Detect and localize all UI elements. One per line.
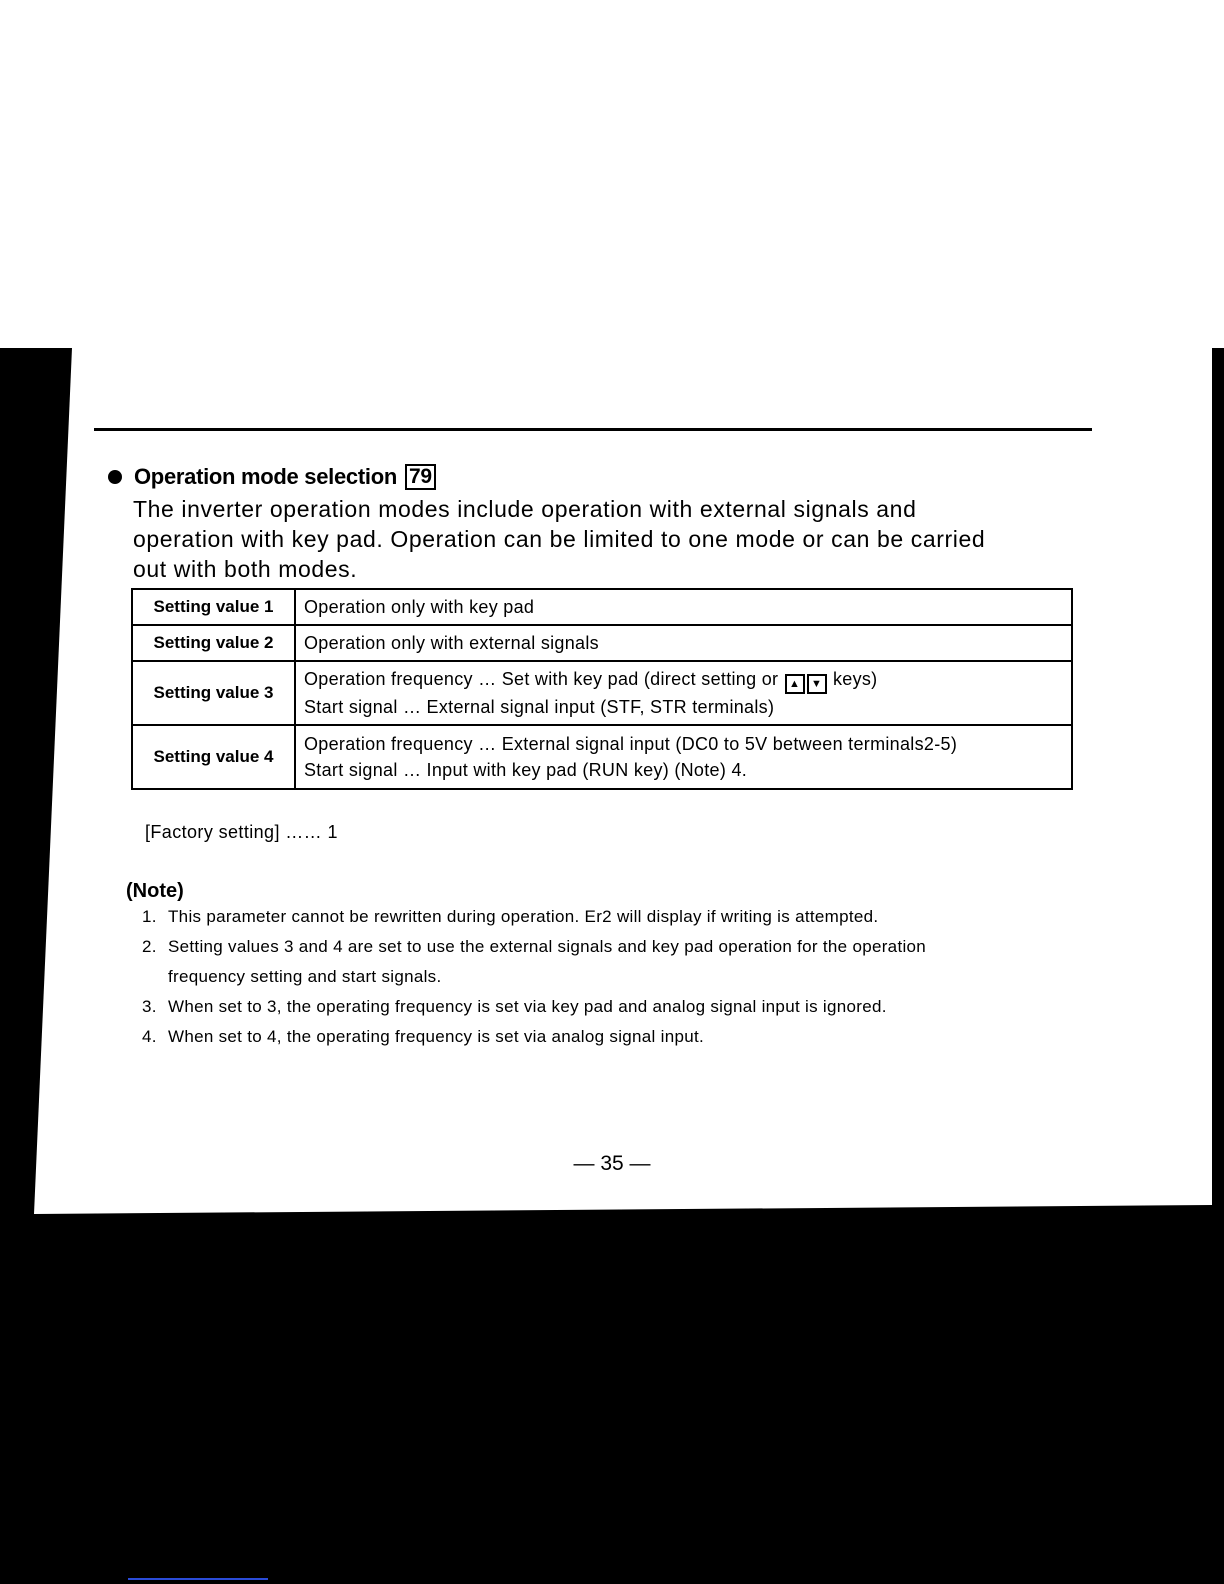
setting-description [295,661,1072,725]
bullet-icon [108,470,122,484]
setting-description-line [304,666,1063,694]
intro-paragraph: The inverter operation modes include operation with external signals and operation with key pad. Operation can be limited to one mode or can be carried out with both modes. [133,496,986,582]
setting-description: Operation only with key pad [295,589,1072,625]
scan-border-right [1212,348,1224,1205]
setting-description-line: Start signal … Input with key pad (RUN key) (Note) 4. [304,760,748,780]
setting-description-line: Operation frequency … External signal input (DC0 to 5V between terminals2-5) [304,734,958,754]
up-arrow-key-icon: ▲ [785,674,805,694]
page-number: — 35 — [573,1152,651,1175]
setting-label: Setting value 4 [132,725,295,789]
top-rule [94,428,1092,431]
table-row [132,725,1072,789]
factory-setting: [Factory setting] …… 1 [145,822,338,842]
note-text: Setting values 3 and 4 are set to use the external signals and key pad operation for the operation frequency setting and start signals. [168,937,927,986]
table-row [132,661,1072,725]
setting-description-line: Start signal … External signal input (STF, STR terminals) [304,697,775,717]
note-number: 4. [142,1027,157,1046]
note-number: 3. [142,997,157,1016]
scan-border-left [0,348,72,1214]
setting-label: Setting value 1 [132,589,295,625]
note-text: This parameter cannot be rewritten during operation. Er2 will display if writing is attempted. [168,907,879,926]
setting-label: Setting value 3 [132,661,295,725]
frequency-text: Operation frequency … Set with key pad (direct setting or [304,669,779,689]
table-row [132,589,1072,625]
scan-blue-line [128,1578,268,1580]
note-number: 2. [142,937,157,956]
note-title: (Note) [126,880,184,902]
list-item [142,992,1072,1022]
list-item [142,1022,1072,1052]
list-item [142,902,1072,932]
notes-list [142,902,1072,1052]
table-row [132,625,1072,661]
heading-title: Operation mode selection [134,464,397,489]
down-arrow-key-icon: ▼ [807,674,827,694]
setting-description [295,725,1072,789]
section-heading [108,464,436,490]
setting-description: Operation only with external signals [295,625,1072,661]
note-text: When set to 4, the operating frequency is set via analog signal input. [168,1027,705,1046]
parameter-number-box: 79 [405,464,436,490]
list-item [142,932,1072,992]
setting-label: Setting value 2 [132,625,295,661]
setting-values-table [131,588,1073,790]
note-text: When set to 3, the operating frequency is set via key pad and analog signal input is ignored. [168,997,887,1016]
keys-text: keys) [832,669,878,689]
scan-border-bottom [0,1205,1224,1584]
note-number: 1. [142,907,157,926]
